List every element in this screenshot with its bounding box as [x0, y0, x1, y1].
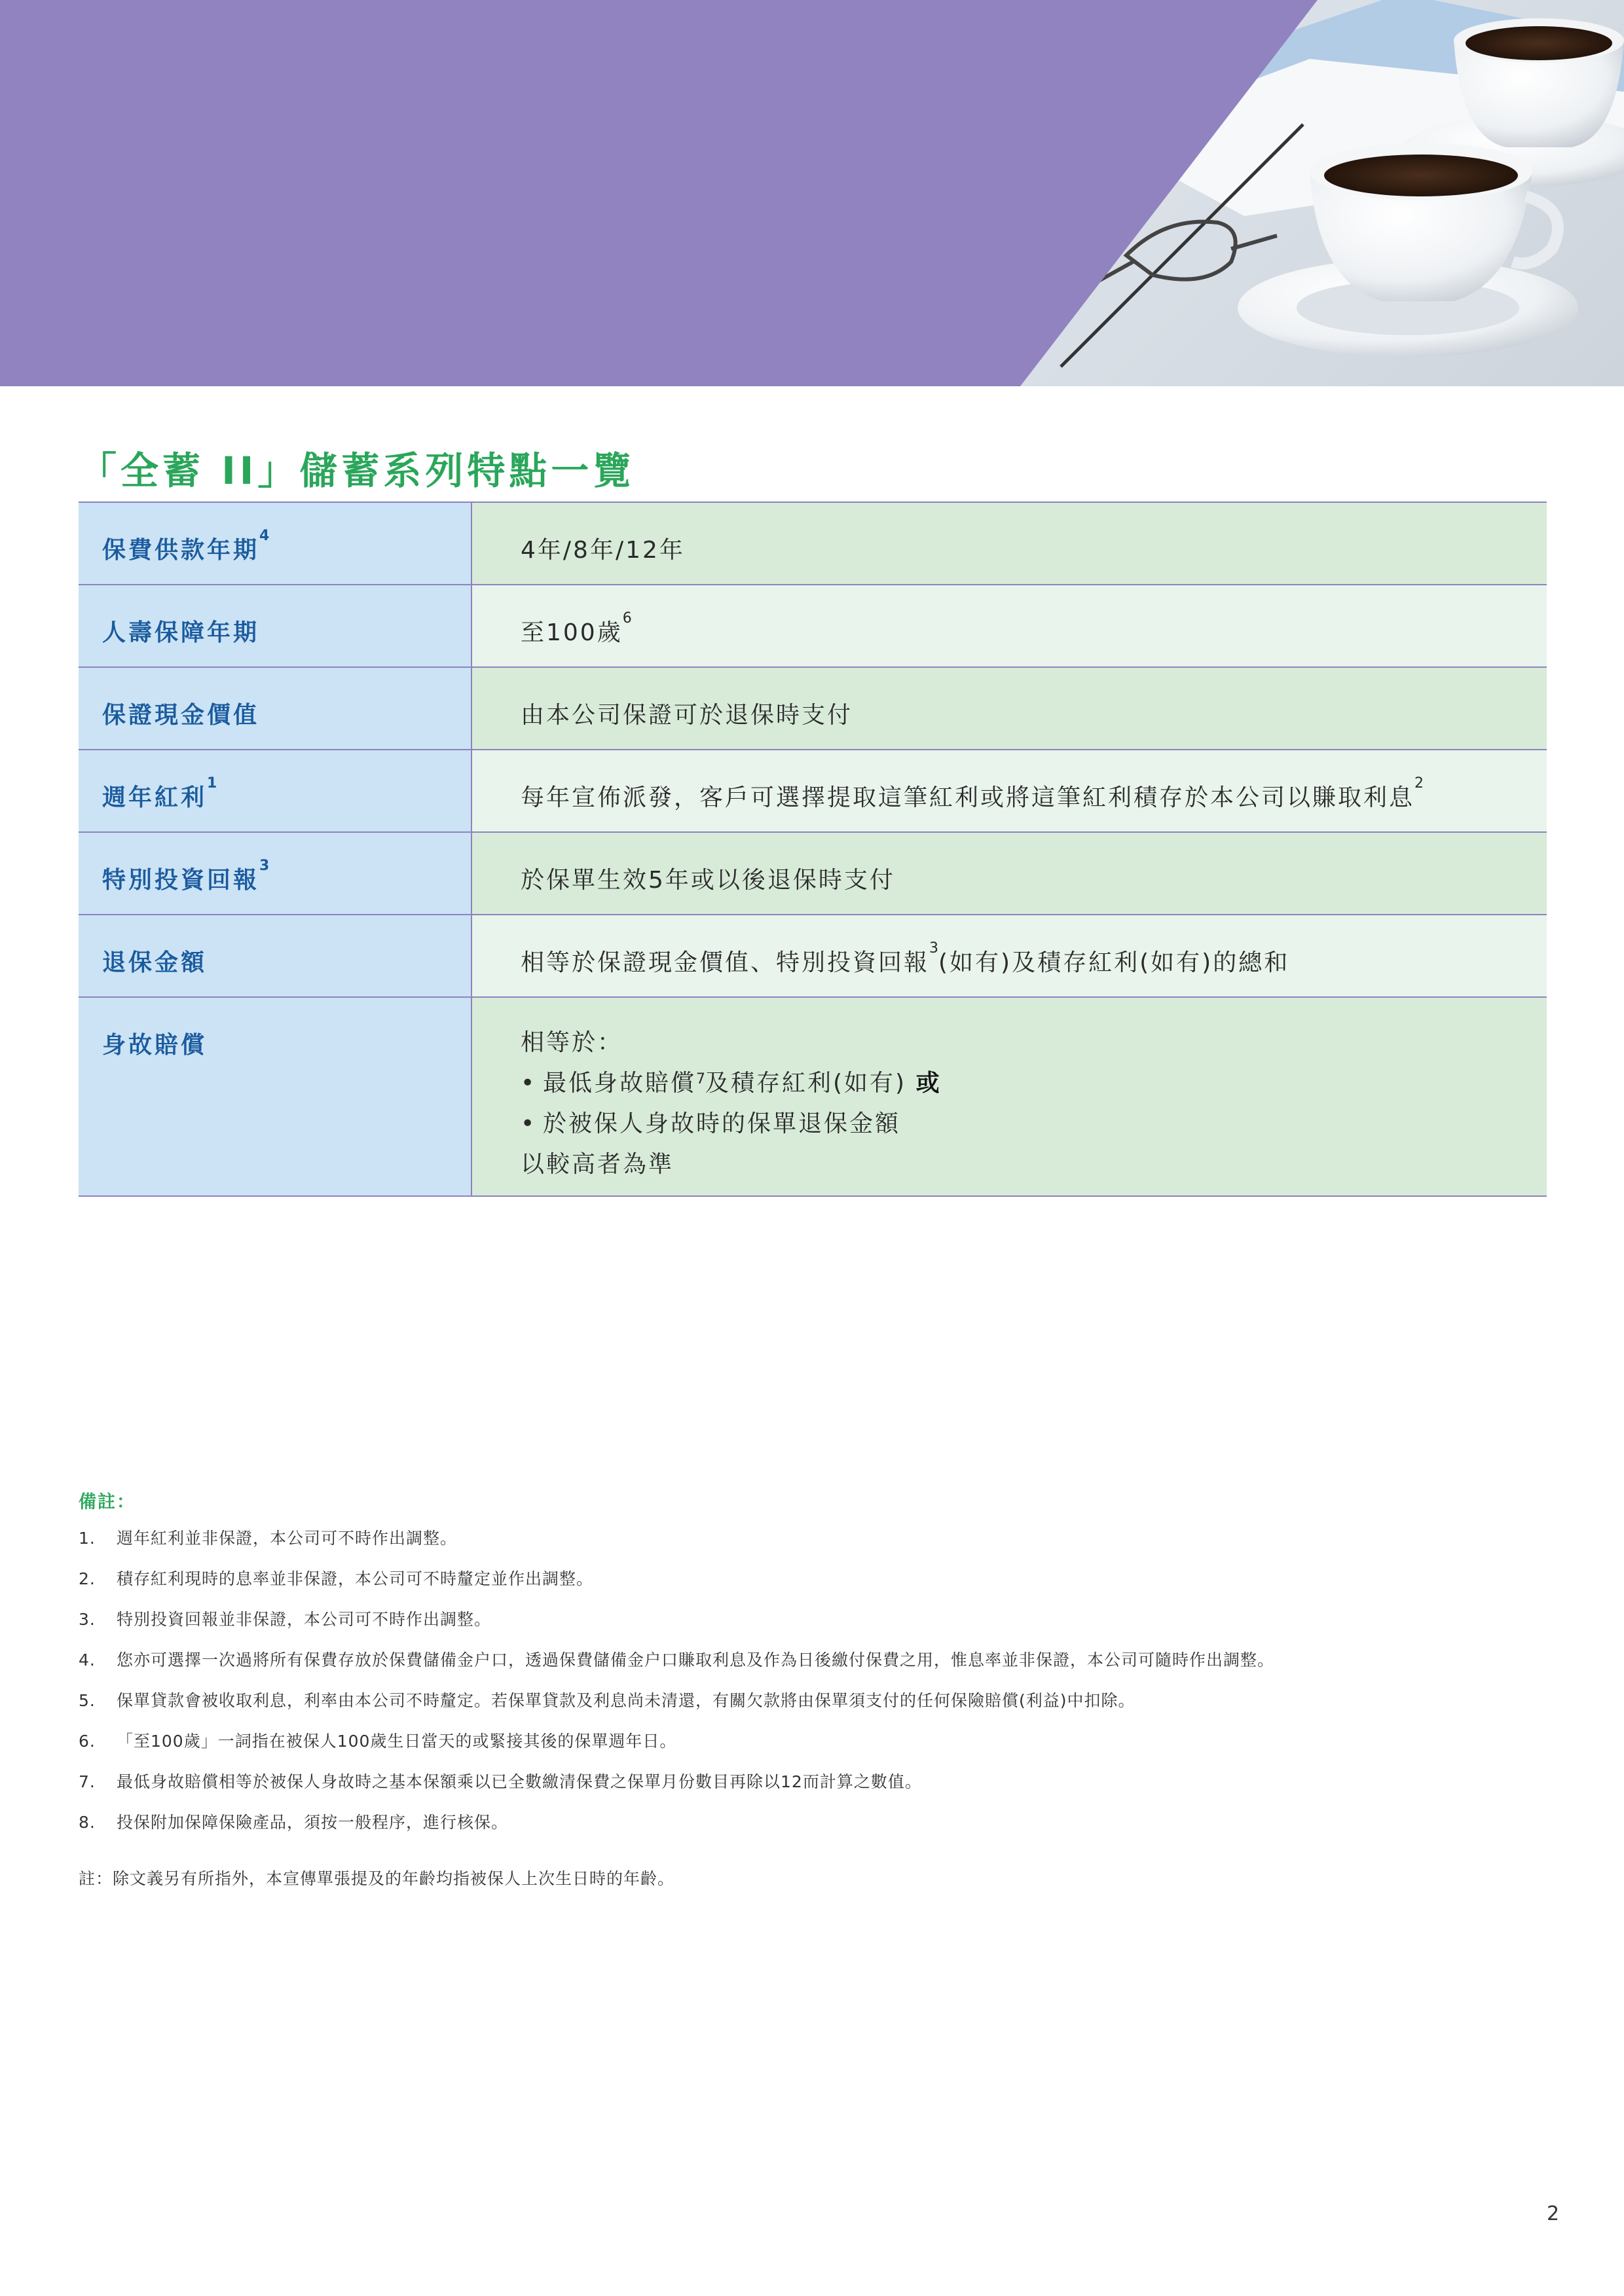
- death-benefit-description: [472, 998, 1547, 1185]
- table-row-premium-term: [79, 502, 1547, 585]
- table-row-annual-dividend: [79, 750, 1547, 832]
- row-label-cell: [79, 915, 471, 997]
- notes-list: [79, 1525, 1545, 1850]
- row-label-cell: [79, 667, 471, 750]
- row-label: 退保金額: [102, 949, 208, 976]
- header-banner: [0, 0, 1624, 386]
- row-value-cell: [471, 915, 1547, 997]
- death-benefit-intro: 相等於：: [521, 1029, 623, 1056]
- note-item: 6. 「至100歲」一詞指在被保人100歲生日當天的或緊接其後的保單週年日。: [79, 1732, 677, 1751]
- row-label: 身故賠償: [102, 1032, 208, 1059]
- row-value-cell: [471, 502, 1547, 585]
- death-benefit-bullet-2: • 於被保人身故時的保單退保金額: [521, 1104, 1547, 1144]
- row-value: 由本公司保證可於退保時支付: [521, 702, 853, 729]
- row-value-cell: [471, 667, 1547, 750]
- table-row-special-investment-return: [79, 832, 1547, 915]
- note-item: 8. 投保附加保障保險產品，須按一般程序，進行核保。: [79, 1813, 509, 1832]
- death-benefit-bullet-1: • 最低身故賠償$^7$及積存紅利(如有) 或: [521, 1063, 1547, 1104]
- age-footnote: 註：除文義另有所指外，本宣傳單張提及的年齡均指被保人上次生日時的年齡。: [79, 1869, 675, 1888]
- table-row-coverage-term: [79, 585, 1547, 667]
- row-label: 週年紅利$^1$: [102, 775, 217, 811]
- notes-heading: 備註：: [79, 1492, 136, 1512]
- row-label: 人壽保障年期: [102, 619, 260, 646]
- table-row-surrender-value: [79, 915, 1547, 997]
- note-item: 7. 最低身故賠償相等於被保人身故時之基本保額乘以已全數繳清保費之保單月份數目再除以12而計算之數值。: [79, 1772, 922, 1791]
- page-title: 「全蓄 II」儲蓄系列特點一覽: [79, 448, 635, 493]
- row-label: 特別投資回報$^3$: [102, 858, 270, 894]
- note-item: 2. 積存紅利現時的息率並非保證，本公司可不時釐定並作出調整。: [79, 1569, 594, 1588]
- bullet-icon: •: [521, 1070, 537, 1097]
- row-value: 相等於保證現金價值、特別投資回報$^3$(如有)及積存紅利(如有)的總和: [521, 940, 1290, 976]
- note-item: 3. 特別投資回報並非保證，本公司可不時作出調整。: [79, 1610, 492, 1629]
- row-value-cell: [471, 750, 1547, 832]
- features-table: [79, 501, 1547, 1197]
- death-benefit-outro: 以較高者為準: [521, 1151, 674, 1178]
- note-item: 5. 保單貸款會被收取利息，利率由本公司不時釐定。若保單貸款及利息尚未清還，有關欠款將由保單須支付的任何保險賠償(利益)中扣除。: [79, 1691, 1135, 1710]
- note-item: 4. 您亦可選擇一次過將所有保費存放於保費儲備金户口，透過保費儲備金户口賺取利息及作為日後繳付保費之用，惟息率並非保證，本公司可隨時作出調整。: [79, 1650, 1275, 1669]
- row-value: 每年宣佈派發，客戶可選擇提取這筆紅利或將這筆紅利積存於本公司以賺取利息$^2$: [521, 775, 1424, 811]
- row-label: 保費供款年期$^4$: [102, 528, 270, 564]
- row-label-cell: [79, 832, 471, 915]
- row-value-cell: [471, 997, 1547, 1196]
- row-value: 至100歲$^6$: [521, 610, 632, 646]
- row-label-cell: [79, 585, 471, 667]
- or-keyword: 或: [915, 1070, 942, 1097]
- table-row-death-benefit: [79, 997, 1547, 1196]
- row-label-cell: [79, 750, 471, 832]
- note-item: 1. 週年紅利並非保證，本公司可不時作出調整。: [79, 1529, 458, 1548]
- row-label-cell: [79, 997, 471, 1196]
- row-value-cell: [471, 585, 1547, 667]
- table-row-guaranteed-cash-value: [79, 667, 1547, 750]
- row-value-cell: [471, 832, 1547, 915]
- bullet-icon: •: [521, 1110, 537, 1137]
- page-number: 2: [1547, 2202, 1560, 2225]
- row-value: 4年/8年/12年: [521, 537, 685, 564]
- row-label-cell: [79, 502, 471, 585]
- row-value: 於保單生效5年或以後退保時支付: [521, 867, 895, 894]
- row-label: 保證現金價值: [102, 702, 260, 729]
